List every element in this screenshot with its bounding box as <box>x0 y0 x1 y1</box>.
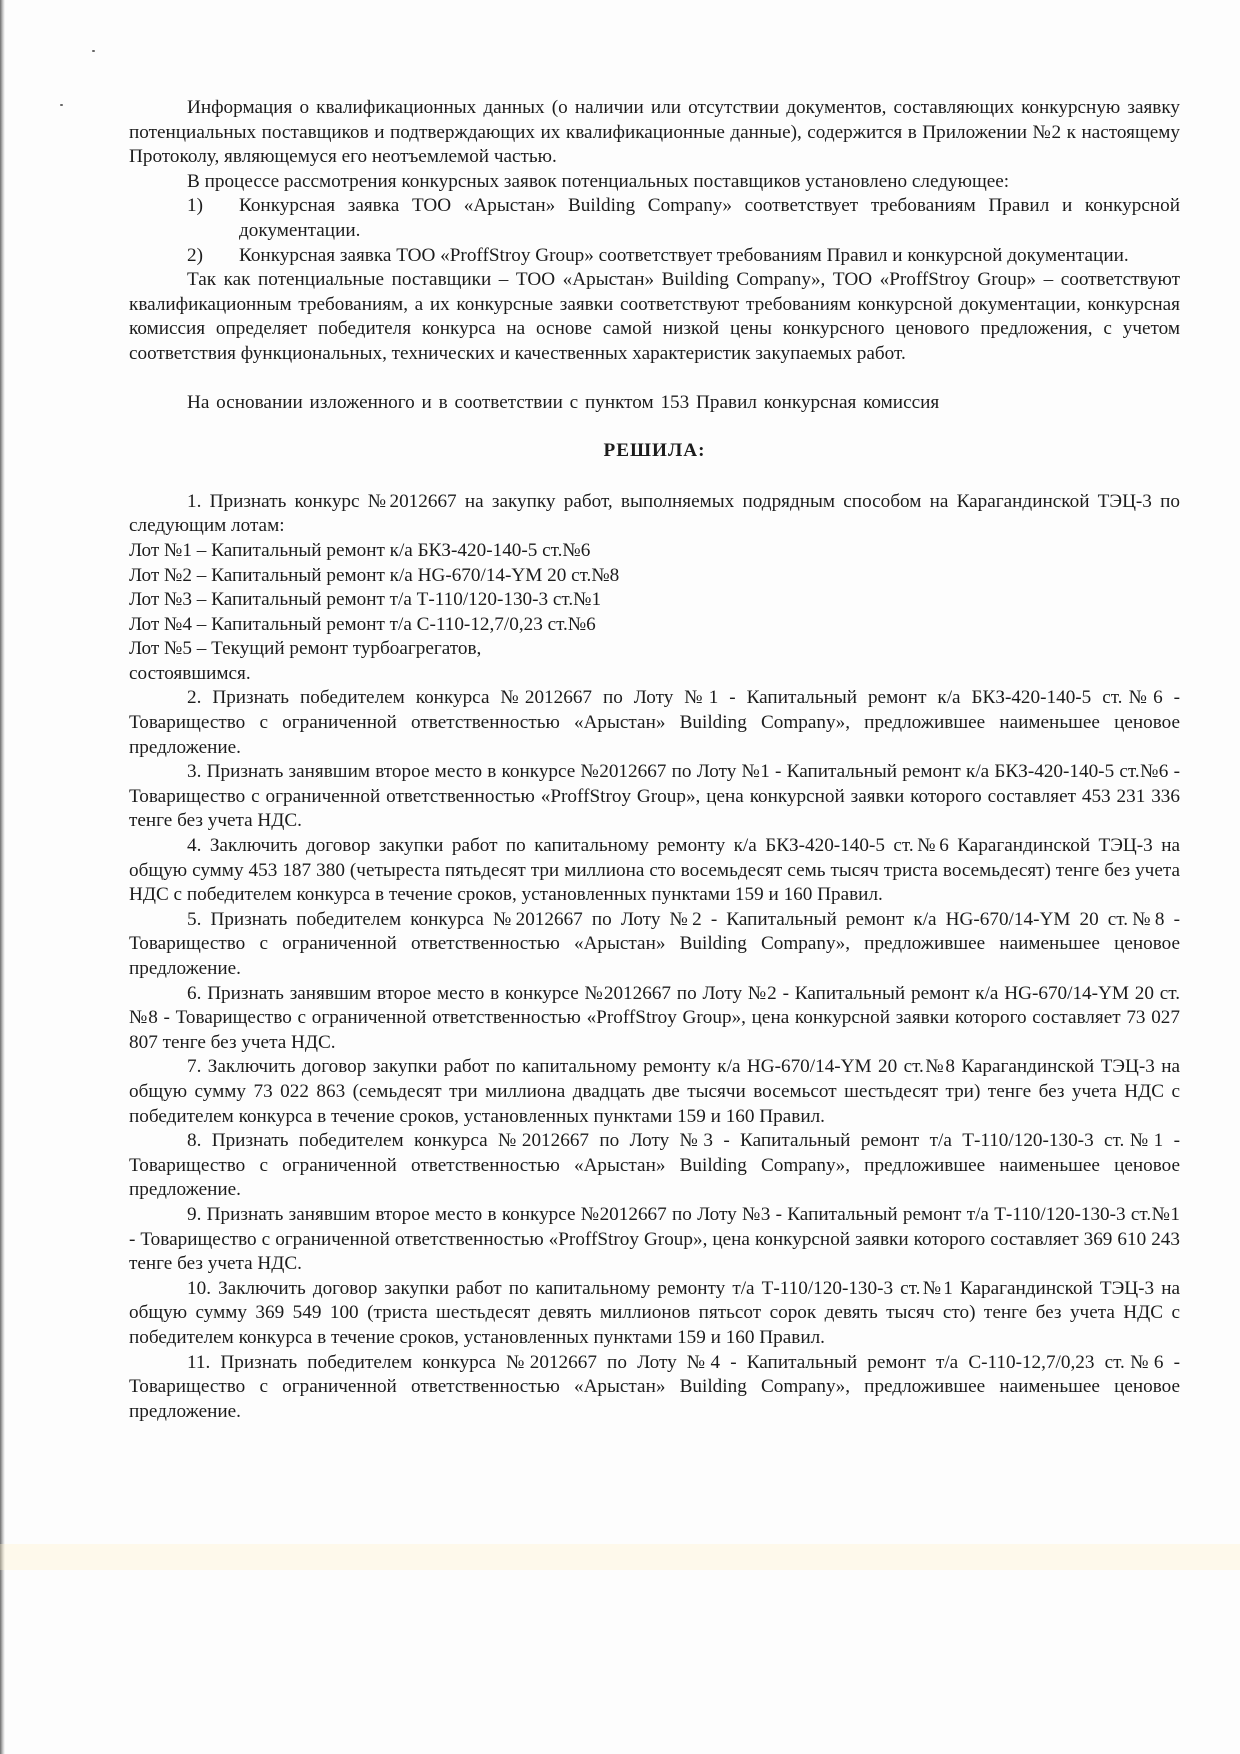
decision-8: 8. Признать победителем конкурса №2012667 по Лоту №3 - Капитальный ремонт т/а Т-110/120-130-3 ст.№1 - Товарищество с ограниченной ответственностью «Арыстан» Building Company», предложившее наименьшее ценовое предложение. <box>129 1130 1180 1201</box>
review-paragraph: В процессе рассмотрения конкурсных заявок потенциальных поставщиков установлено следующее: <box>187 170 1010 192</box>
finding-text: Конкурсная заявка ТОО «Арыстан» Building Company» соответствует требованиям Правил и конкурсной документации. <box>239 195 1180 241</box>
decision-heading: РЕШИЛА: <box>603 440 706 462</box>
decision-7: 7. Заключить договор закупки работ по капитальному ремонту к/а HG-670/14-YM 20 ст.№8 Карагандинской ТЭЦ-3 на общую сумму 73 022 863 (семьдесят три миллиона двадцать две тысячи восемьсот шестьдесят три) тенге без учета НДС с победителем конкурса в течение сроков, установленных пунктами 159 и 160 Правил. <box>129 1056 1180 1127</box>
decision-6: 6. Признать занявшим второе место в конкурсе №2012667 по Лоту №2 - Капитальный ремонт к/а HG-670/14-YM 20 ст.№8 - Товарищество с ограниченной ответственностью «ProffStroy Group», цена конкурсной заявки которого составляет 73 027 807 тенге без учета НДС. <box>129 982 1180 1053</box>
lot-line: Лот №3 – Капитальный ремонт т/а Т-110/120-130-3 ст.№1 <box>129 589 602 611</box>
finding-number: 1) <box>187 195 203 217</box>
decision-1: 1. Признать конкурс №2012667 на закупку работ, выполняемых подрядным способом на Карагандинской ТЭЦ-3 по следующим лотам: <box>129 490 1180 537</box>
lot-line: Лот №2 – Капитальный ремонт к/а HG-670/14-YM 20 ст.№8 <box>129 564 620 586</box>
lot-line: Лот №4 – Капитальный ремонт т/а С-110-12,7/0,23 ст.№6 <box>129 613 596 635</box>
lot-line: Лот №5 – Текущий ремонт турбоагрегатов, <box>129 638 482 660</box>
decision-1-end: состоявшимся. <box>129 662 251 684</box>
scan-speck <box>60 104 63 106</box>
finding-number: 2) <box>187 244 203 266</box>
finding-item-2 <box>129 244 1180 269</box>
scan-highlight-band <box>0 1544 1240 1570</box>
decision-5: 5. Признать победителем конкурса №2012667 по Лоту №2 - Капитальный ремонт к/а HG-670/14-YM 20 ст.№8 - Товарищество с ограниченной ответственностью «Арыстан» Building Company», предложившее наименьшее ценовое предложение. <box>129 908 1180 979</box>
decision-9: 9. Признать занявшим второе место в конкурсе №2012667 по Лоту №3 - Капитальный ремонт т/а Т-110/120-130-3 ст.№1 - Товарищество с ограниченной ответственностью «ProffStroy Group», цена конкурсной заявки которого составляет 369 610 243 тенге без учета НДС. <box>129 1203 1180 1275</box>
finding-item-1 <box>129 194 1180 243</box>
lot-line: Лот №1 – Капитальный ремонт к/а БКЗ-420-140-5 ст.№6 <box>129 539 591 561</box>
winner-determination-paragraph: Так как потенциальные поставщики – ТОО «Арыстан» Building Company», ТОО «ProffStroy Group» – соответствуют квалификационным требованиям, а их конкурсные заявки соответствуют требованиям конкурсной документации, конкурсная комиссия определяет победителя конкурса на основе самой низкой цены конкурсного ценового предложения, с учетом соответствия функциональных, технических и качественных характеристик закупаемых работ. <box>129 269 1180 364</box>
decision-2: 2. Признать победителем конкурса №2012667 по Лоту №1 - Капитальный ремонт к/а БКЗ-420-140-5 ст.№6 - Товарищество с ограниченной ответственностью «Арыстан» Building Company», предложившее наименьшее ценовое предложение. <box>129 687 1180 758</box>
finding-text: Конкурсная заявка ТОО «ProffStroy Group» соответствует требованиям Правил и конкурсной документации. <box>239 244 1129 266</box>
document-body <box>129 96 1180 1424</box>
scan-edge-shadow <box>0 0 5 1754</box>
decision-4: 4. Заключить договор закупки работ по капитальному ремонту к/а БКЗ-420-140-5 ст.№6 Карагандинской ТЭЦ-3 на общую сумму 453 187 380 (четыреста пятьдесят три миллиона сто восемьдесят семь тысяч триста восемьдесят) тенге без учета НДС с победителем конкурса в течение сроков, установленных пунктами 159 и 160 Правил. <box>129 835 1180 906</box>
scan-speck <box>92 50 95 52</box>
decision-3: 3. Признать занявшим второе место в конкурсе №2012667 по Лоту №1 - Капитальный ремонт к/а БКЗ-420-140-5 ст.№6 - Товарищество с ограниченной ответственностью «ProffStroy Group», цена конкурсной заявки которого составляет 453 231 336 тенге без учета НДС. <box>129 761 1180 832</box>
qualification-info-paragraph: Информация о квалификационных данных (о наличии или отсутствии документов, составляющих конкурсную заявку потенциальных поставщиков и подтверждающих их квалификационные данные), содержится в Приложении №2 к настоящему Протоколу, являющемуся его неотъемлемой частью. <box>129 97 1180 168</box>
decision-10: 10. Заключить договор закупки работ по капитальному ремонту т/а Т-110/120-130-3 ст.№1 Карагандинской ТЭЦ-3 на общую сумму 369 549 100 (триста шестьдесят девять миллионов пятьсот сорок девять тысяч сто) тенге без учета НДС с победителем конкурса в течение сроков, установленных пунктами 159 и 160 Правил. <box>129 1277 1180 1348</box>
decision-11: 11. Признать победителем конкурса №2012667 по Лоту №4 - Капитальный ремонт т/а С-110-12,7/0,23 ст.№6 - Товарищество с ограниченной ответственностью «Арыстан» Building Company», предложившее наименьшее ценовое предложение. <box>129 1351 1180 1422</box>
basis-paragraph: На основании изложенного и в соответствии с пунктом 153 Правил конкурсная комиссия <box>187 391 940 413</box>
